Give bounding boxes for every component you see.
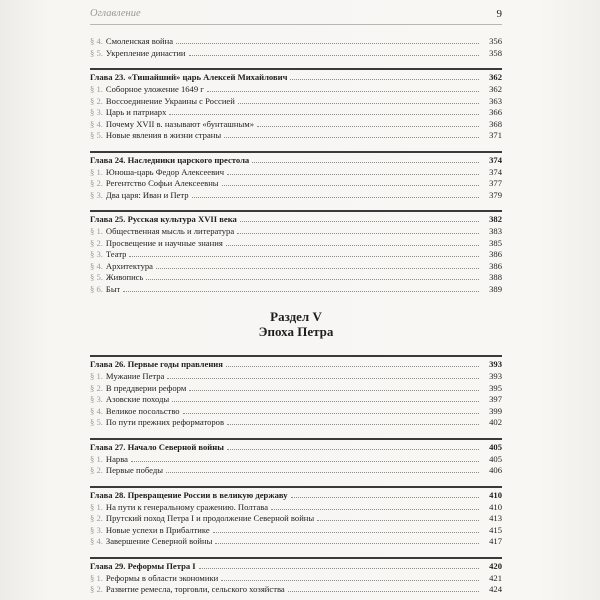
entry-title: Глава 23. «Тишайший» царь Алексей Михайлович: [90, 72, 288, 82]
dot-leader: [183, 413, 479, 414]
entry-page-number: 358: [489, 47, 502, 58]
section-mark: § 4.: [90, 118, 103, 129]
dot-leader: [169, 114, 479, 115]
toc-entry: [90, 454, 502, 466]
dot-leader: [189, 55, 479, 56]
entry-title: Нарва: [105, 453, 128, 464]
toc-entry: [90, 190, 502, 202]
entry-page-number: 410: [489, 501, 502, 512]
toc-entry: [90, 272, 502, 284]
section-mark: § 1.: [90, 371, 103, 381]
chapter-heading: [90, 438, 502, 454]
toc-part-1: [90, 36, 502, 295]
section-mark: § 2.: [90, 237, 103, 248]
section-mark: § 1.: [90, 166, 103, 177]
toc-entry: [90, 383, 502, 395]
entry-title: Глава 27. Начало Северной войны: [90, 441, 224, 452]
chapter-heading: [90, 486, 502, 502]
toc-entry: [90, 573, 502, 585]
section-mark: § 1.: [90, 501, 103, 512]
spacer: [90, 477, 502, 486]
entry-title: Прутский поход Петра I и продолжение Северной войны: [105, 513, 315, 523]
section-mark: § 2.: [90, 382, 103, 393]
section-mark: § 3.: [90, 249, 103, 259]
dot-leader: [176, 43, 479, 44]
entry-page-number: 368: [489, 118, 502, 129]
toc-entry: [90, 130, 502, 142]
entry-page-number: 424: [489, 584, 502, 594]
dot-leader: [129, 256, 479, 257]
spacer: [90, 142, 502, 151]
dot-leader: [199, 568, 479, 569]
entry-page-number: 405: [489, 441, 502, 452]
toc-entry: [90, 36, 502, 48]
toc-entry: [90, 525, 502, 537]
entry-page-number: 356: [489, 36, 502, 46]
entry-title: По пути прежних реформаторов: [105, 417, 225, 427]
entry-title: Быт: [105, 283, 121, 294]
toc-entry: [90, 238, 502, 250]
dot-leader: [123, 291, 479, 292]
section-mark: § 4.: [90, 260, 103, 271]
dot-leader: [227, 174, 479, 175]
entry-title: Великое посольство: [105, 405, 180, 416]
dot-leader: [207, 91, 479, 92]
dot-leader: [291, 497, 479, 498]
toc-entry: [90, 284, 502, 296]
section-mark: § 4.: [90, 405, 103, 416]
entry-page-number: 399: [489, 405, 502, 416]
section-mark: § 4.: [90, 536, 103, 546]
section-mark: § 1.: [90, 226, 103, 236]
toc-entry: [90, 167, 502, 179]
toc-entry: [90, 84, 502, 96]
entry-title: Развитие ремесла, торговли, сельского хозяйства: [105, 584, 285, 594]
section-mark: § 1.: [90, 453, 103, 464]
chapter-block: [90, 36, 502, 59]
spacer: [90, 548, 502, 557]
chapter-block: [90, 557, 502, 596]
entry-title: Юноша-царь Федор Алексеевич: [105, 166, 225, 177]
entry-title: Глава 24. Наследники царского престола: [90, 154, 250, 165]
entry-title: Завершение Северной войны: [105, 536, 213, 546]
chapter-block: [90, 151, 502, 202]
entry-page-number: 393: [489, 359, 502, 369]
entry-title: Живопись: [105, 272, 144, 282]
entry-page-number: 366: [489, 107, 502, 117]
section-mark: § 1.: [90, 84, 103, 94]
section-mark: § 2.: [90, 513, 103, 523]
section-mark: § 2.: [90, 465, 103, 475]
entry-title: Общественная мысль и литература: [105, 226, 235, 236]
toc-entry: [90, 48, 502, 60]
entry-title: Соборное уложение 1649 г: [105, 84, 204, 94]
entry-title: Глава 25. Русская культура XVII века: [90, 214, 237, 224]
entry-title: Регентство Софьи Алексеевны: [105, 178, 219, 188]
entry-page-number: 420: [489, 560, 502, 571]
section-mark: § 5.: [90, 130, 103, 140]
table-of-contents: [90, 36, 502, 596]
entry-page-number: 405: [489, 453, 502, 464]
entry-page-number: 383: [489, 226, 502, 236]
entry-title: Архитектура: [105, 260, 153, 271]
entry-title: Почему XVII в. называют «бунташным»: [105, 118, 255, 129]
chapter-block: [90, 355, 502, 429]
dot-leader: [224, 137, 479, 138]
section-title: [90, 309, 502, 339]
entry-title: Реформы в области экономики: [105, 572, 219, 583]
toc-entry: [90, 513, 502, 525]
entry-page-number: 374: [489, 154, 502, 165]
chapter-heading: [90, 210, 502, 226]
section-mark: § 5.: [90, 47, 103, 58]
chapter-block: [90, 210, 502, 295]
section-mark: § 3.: [90, 189, 103, 200]
entry-page-number: 385: [489, 237, 502, 248]
dot-leader: [226, 366, 479, 367]
entry-page-number: 406: [489, 465, 502, 475]
entry-page-number: 415: [489, 524, 502, 535]
dot-leader: [131, 461, 479, 462]
section-mark: § 2.: [90, 178, 103, 188]
toc-entry: [90, 226, 502, 238]
page-number: 9: [496, 8, 502, 20]
running-head: [90, 8, 502, 25]
entry-page-number: 395: [489, 382, 502, 393]
chapter-block: [90, 68, 502, 142]
dot-leader: [222, 185, 479, 186]
entry-page-number: 362: [489, 72, 502, 82]
entry-page-number: 397: [489, 394, 502, 404]
dot-leader: [317, 520, 479, 521]
entry-page-number: 374: [489, 166, 502, 177]
entry-page-number: 410: [489, 489, 502, 500]
chapter-heading: [90, 355, 502, 371]
section-mark: § 2.: [90, 95, 103, 106]
dot-leader: [192, 197, 480, 198]
section-mark: § 2.: [90, 584, 103, 594]
toc-entry: [90, 406, 502, 418]
entry-page-number: 363: [489, 95, 502, 106]
entry-title: Мужание Петра: [105, 371, 165, 381]
entry-page-number: 386: [489, 249, 502, 259]
entry-title: Воссоединение Украины с Россией: [105, 95, 235, 106]
chapter-block: [90, 486, 502, 548]
spacer: [90, 429, 502, 438]
toc-entry: [90, 502, 502, 514]
entry-page-number: 417: [489, 536, 502, 546]
dot-leader: [215, 543, 479, 544]
running-head-title: Оглавление: [90, 8, 141, 19]
dot-leader: [227, 449, 479, 450]
dot-leader: [189, 390, 479, 391]
entry-page-number: 377: [489, 178, 502, 188]
dot-leader: [226, 245, 479, 246]
section-mark: § 3.: [90, 394, 103, 404]
dot-leader: [213, 532, 479, 533]
toc-entry: [90, 107, 502, 119]
toc-entry: [90, 536, 502, 548]
entry-title: Азовские походы: [105, 394, 170, 404]
entry-title: В преддверии реформ: [105, 382, 187, 393]
dot-leader: [271, 509, 479, 510]
spacer: [90, 201, 502, 210]
entry-title: Глава 28. Превращение России в великую державу: [90, 489, 288, 500]
entry-title: Театр: [105, 249, 127, 259]
dot-leader: [290, 79, 479, 80]
dot-leader: [288, 591, 479, 592]
toc-part-2: [90, 355, 502, 596]
section-mark: § 1.: [90, 572, 103, 583]
toc-entry: [90, 261, 502, 273]
toc-entry: [90, 371, 502, 383]
entry-title: Смоленская война: [105, 36, 174, 46]
toc-entry: [90, 119, 502, 131]
section-mark: § 3.: [90, 107, 103, 117]
entry-title: Два царя: Иван и Петр: [105, 189, 189, 200]
section-mark: § 5.: [90, 417, 103, 427]
section-mark: § 5.: [90, 272, 103, 282]
dot-leader: [237, 233, 479, 234]
entry-page-number: 393: [489, 371, 502, 381]
entry-page-number: 362: [489, 84, 502, 94]
chapter-heading: [90, 557, 502, 573]
dot-leader: [238, 103, 479, 104]
dot-leader: [221, 580, 479, 581]
section-name: Эпоха Петра: [258, 324, 334, 339]
entry-title: Глава 29. Реформы Петра I: [90, 560, 196, 571]
dot-leader: [252, 162, 479, 163]
dot-leader: [146, 279, 479, 280]
chapter-heading: [90, 151, 502, 167]
entry-page-number: 382: [489, 214, 502, 224]
entry-title: Новые явления в жизни страны: [105, 130, 222, 140]
entry-page-number: 371: [489, 130, 502, 140]
dot-leader: [172, 401, 479, 402]
entry-page-number: 402: [489, 417, 502, 427]
dot-leader: [156, 268, 479, 269]
section-mark: § 3.: [90, 524, 103, 535]
entry-page-number: 413: [489, 513, 502, 523]
section-mark: § 4.: [90, 36, 103, 46]
entry-title: Укрепление династии: [105, 47, 186, 58]
entry-title: Просвещение и научные знания: [105, 237, 223, 248]
entry-title: Царь и патриарх: [105, 107, 167, 117]
entry-title: Глава 26. Первые годы правления: [90, 359, 223, 369]
spacer: [90, 59, 502, 68]
section-number: Раздел V: [270, 309, 322, 324]
entry-page-number: 386: [489, 260, 502, 271]
dot-leader: [257, 126, 479, 127]
toc-entry: [90, 417, 502, 429]
toc-entry: [90, 465, 502, 477]
dot-leader: [167, 378, 479, 379]
toc-entry: [90, 584, 502, 596]
entry-page-number: 388: [489, 272, 502, 282]
toc-entry: [90, 249, 502, 261]
dot-leader: [240, 221, 479, 222]
entry-title: На пути к генеральному сражению. Полтава: [105, 501, 269, 512]
entry-title: Новые успехи в Прибалтике: [105, 524, 210, 535]
entry-page-number: 379: [489, 189, 502, 200]
chapter-block: [90, 438, 502, 477]
section-mark: § 6.: [90, 283, 103, 294]
entry-title: Первые победы: [105, 465, 164, 475]
toc-entry: [90, 178, 502, 190]
toc-entry: [90, 394, 502, 406]
entry-page-number: 389: [489, 283, 502, 294]
entry-page-number: 421: [489, 572, 502, 583]
chapter-heading: [90, 68, 502, 84]
toc-entry: [90, 96, 502, 108]
dot-leader: [227, 424, 479, 425]
dot-leader: [166, 472, 479, 473]
